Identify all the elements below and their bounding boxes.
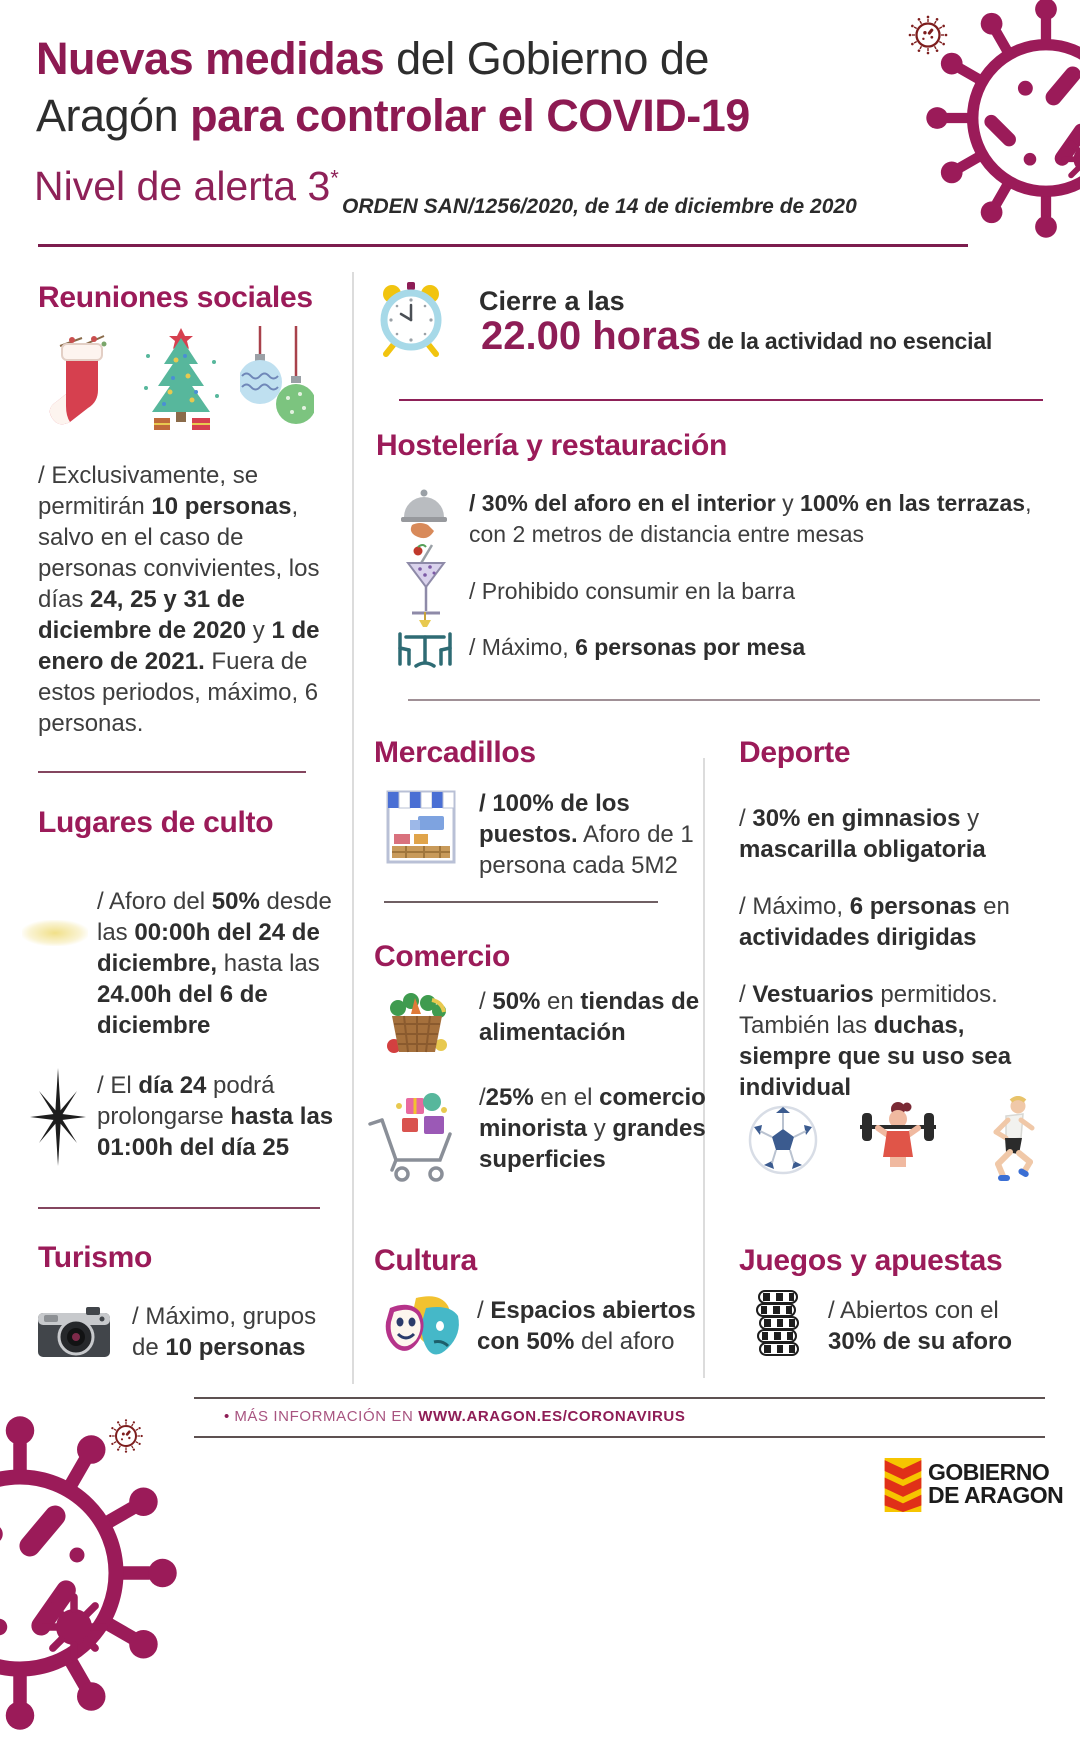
- section-title-turismo: Turismo: [38, 1241, 153, 1274]
- deporte-item-1: / 30% en gimnasios y mascarilla obligatoria: [739, 805, 986, 863]
- market-stall-icon: [384, 790, 458, 864]
- small-virus-icon: [106, 1416, 146, 1456]
- section-title-mercadillos: Mercadillos: [374, 736, 536, 769]
- section-divider: [384, 901, 658, 903]
- section-title-reuniones: Reuniones sociales: [38, 281, 313, 314]
- closure-rest: de la actividad no esencial: [701, 328, 993, 354]
- header-divider: [38, 244, 968, 247]
- logo-line2: DE ARAGON: [928, 1482, 1064, 1508]
- alert-asterisk: *: [330, 165, 339, 191]
- title-line1-bold: Nuevas medidas: [36, 33, 385, 84]
- footer-bullet: •: [224, 1408, 230, 1425]
- camera-icon: [36, 1303, 112, 1361]
- footer-divider-bottom: [194, 1436, 1045, 1438]
- runner-icon: [976, 1096, 1042, 1184]
- aragon-flag-icon: [884, 1458, 922, 1512]
- closure-divider: [399, 399, 1043, 401]
- comercio-item-1: / 50% en tiendas de alimentación: [479, 988, 700, 1046]
- footer-divider-top: [194, 1397, 1045, 1399]
- star-icon: [26, 1066, 90, 1168]
- big-virus-icon: [920, 0, 1080, 244]
- section-title-hosteleria: Hostelería y restauración: [376, 429, 727, 462]
- candle-icon: [22, 920, 88, 946]
- comercio-item-2: /25% en el comercio minorista y grandes superficies: [479, 1084, 706, 1173]
- column-divider: [352, 272, 354, 1384]
- deporte-item-3: / Vestuarios permitidos. También las duchas, siempre que su uso sea individual: [739, 981, 1012, 1101]
- footer-info: [224, 1408, 685, 1426]
- section-divider: [408, 699, 1040, 701]
- title-line1-reg: del Gobierno de: [384, 33, 709, 84]
- stocking-icon: [42, 330, 118, 436]
- section-title-comercio: Comercio: [374, 940, 510, 973]
- hosteleria-item-3: / Máximo, 6 personas por mesa: [469, 634, 806, 660]
- reuniones-body: / Exclusivamente, se permitirán 10 personas, salvo en el caso de personas convivientes, los días 24, 25 y 31 de diciembre de 2020 y 1 de enero de 2021. Fuera de estos periodos, máximo, 6 personas.: [38, 462, 320, 737]
- hosteleria-item-1: / 30% del aforo en el interior y 100% en las terrazas, con 2 metros de distancia entre mesas: [469, 490, 1032, 547]
- section-title-deporte: Deporte: [739, 736, 851, 769]
- culto-item-2: / El día 24 podrá prolongarse hasta las 01:00h del día 25: [97, 1072, 334, 1161]
- shopping-cart-icon: [366, 1084, 464, 1184]
- deporte-item-2: / Máximo, 6 personas en actividades dirigidas: [739, 893, 1010, 951]
- table-chairs-icon: [392, 610, 458, 676]
- cloche-icon: [398, 487, 450, 543]
- theater-masks-icon: [382, 1290, 464, 1368]
- casino-chips-icon: [751, 1289, 805, 1361]
- food-basket-icon: [384, 990, 450, 1058]
- juegos-item: / Abiertos con el 30% de su aforo: [828, 1297, 1013, 1355]
- deporte-icons-row: [746, 1096, 1042, 1184]
- footer-info-label: MÁS INFORMACIÓN EN: [234, 1408, 419, 1425]
- footer-info-url[interactable]: WWW.ARAGON.ES/CORONAVIRUS: [418, 1408, 686, 1425]
- section-title-culto: Lugares de culto: [38, 806, 274, 839]
- christmas-tree-icon: [138, 322, 224, 436]
- cultura-item: / Espacios abiertos con 50% del aforo: [477, 1297, 696, 1355]
- culto-item-1: / Aforo del 50% desde las 00:00h del 24 de diciembre, hasta las 24.00h del 6 de diciembre: [97, 888, 332, 1039]
- title-line2-bold: para controlar el COVID-19: [190, 90, 750, 141]
- turismo-item: / Máximo, grupos de 10 personas: [132, 1303, 317, 1361]
- mercadillos-item: / 100% de los puestos. Aforo de 1 persona cada 5M2: [479, 790, 694, 879]
- alarm-clock-icon: [378, 280, 444, 358]
- logo-line1: GOBIERNO: [928, 1459, 1050, 1485]
- section-title-cultura: Cultura: [374, 1244, 477, 1277]
- closure-time: 22.00 horas: [481, 314, 702, 358]
- hosteleria-item-2: / Prohibido consumir en la barra: [469, 578, 795, 604]
- closure-intro: Cierre a las: [479, 286, 625, 316]
- closure-line: [481, 314, 1051, 359]
- section-divider: [38, 771, 306, 773]
- alert-level: Nivel de alerta 3*: [34, 163, 339, 209]
- section-divider: [38, 1207, 320, 1209]
- section-title-juegos: Juegos y apuestas: [739, 1244, 1003, 1277]
- weightlifter-icon: [854, 1099, 942, 1181]
- gobierno-aragon-logo: [928, 1461, 1063, 1507]
- title-line2-reg: Aragón: [36, 90, 191, 141]
- order-reference: ORDEN SAN/1256/2020, de 14 de diciembre de 2020: [342, 195, 857, 218]
- big-virus-icon: [0, 1408, 185, 1738]
- page-title: [36, 30, 886, 144]
- soccer-ball-icon: [746, 1103, 820, 1177]
- baubles-icon: [240, 326, 314, 434]
